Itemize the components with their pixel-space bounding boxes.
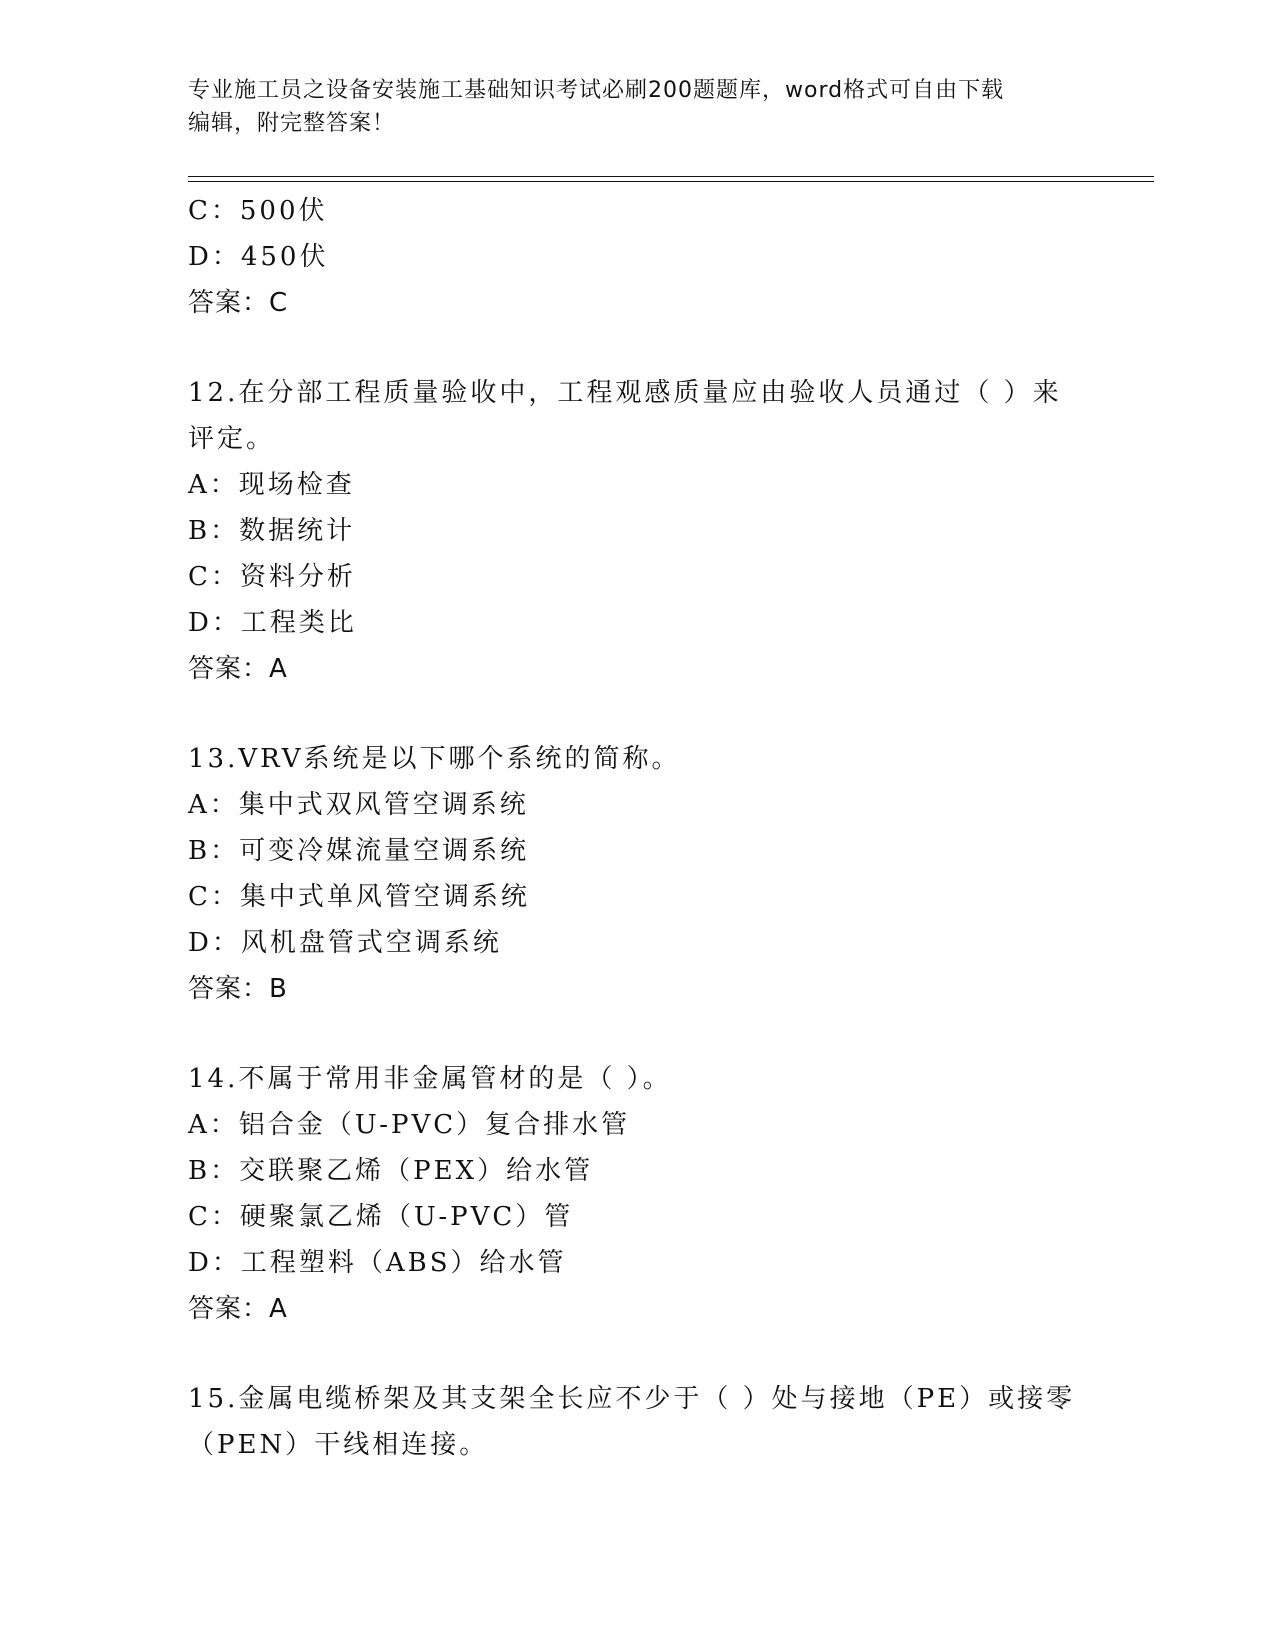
option-b: B：数据统计 bbox=[188, 516, 356, 546]
option-a: A：铝合金（U-PVC）复合排水管 bbox=[188, 1110, 631, 1140]
question-text: 13.VRV系统是以下哪个系统的简称。 bbox=[188, 744, 681, 774]
question-text-line-2: 评定。 bbox=[188, 424, 276, 454]
question-11 bbox=[188, 188, 1068, 326]
question-15 bbox=[188, 1376, 1076, 1468]
spacer bbox=[188, 1332, 1068, 1376]
option-c: C：集中式单风管空调系统 bbox=[188, 882, 530, 912]
option-c: C：500伏 bbox=[188, 196, 328, 226]
header-line-1: 专业施工员之设备安装施工基础知识考试必刷200题题库，word格式可自由下载 bbox=[188, 78, 1005, 103]
answer: 答案：C bbox=[188, 288, 289, 318]
spacer bbox=[188, 1012, 1068, 1056]
question-13 bbox=[188, 736, 1068, 1012]
question-text-line-1: 15.金属电缆桥架及其支架全长应不少于（ ）处与接地（PE）或接零 bbox=[188, 1384, 1076, 1414]
spacer bbox=[188, 692, 1068, 736]
spacer bbox=[188, 326, 1068, 370]
answer: 答案：B bbox=[188, 974, 288, 1004]
header-rule-top bbox=[188, 176, 1154, 177]
option-b: B：可变冷媒流量空调系统 bbox=[188, 836, 530, 866]
option-a: A：集中式双风管空调系统 bbox=[188, 790, 529, 820]
answer: 答案：A bbox=[188, 1294, 288, 1324]
option-b: B：交联聚乙烯（PEX）给水管 bbox=[188, 1156, 594, 1186]
question-text: 14.不属于常用非金属管材的是（ ）。 bbox=[188, 1064, 672, 1094]
option-a: A：现场检查 bbox=[188, 470, 355, 500]
question-text-line-2: （PEN）干线相连接。 bbox=[188, 1430, 489, 1460]
question-14 bbox=[188, 1056, 1068, 1332]
question-text-line-1: 12.在分部工程质量验收中，工程观感质量应由验收人员通过（ ）来 bbox=[188, 378, 1062, 408]
option-d: D：工程塑料（ABS）给水管 bbox=[188, 1248, 567, 1278]
option-d: D：450伏 bbox=[188, 242, 329, 272]
option-d: D：风机盘管式空调系统 bbox=[188, 928, 502, 958]
header-rule-bottom bbox=[188, 181, 1154, 182]
option-d: D：工程类比 bbox=[188, 608, 357, 638]
option-c: C：硬聚氯乙烯（U-PVC）管 bbox=[188, 1202, 574, 1232]
question-12 bbox=[188, 370, 1068, 692]
header-line-2: 编辑，附完整答案！ bbox=[188, 111, 396, 136]
option-c: C：资料分析 bbox=[188, 562, 356, 592]
question-list bbox=[188, 188, 1076, 1468]
answer: 答案：A bbox=[188, 654, 288, 684]
document-header bbox=[188, 74, 1068, 140]
